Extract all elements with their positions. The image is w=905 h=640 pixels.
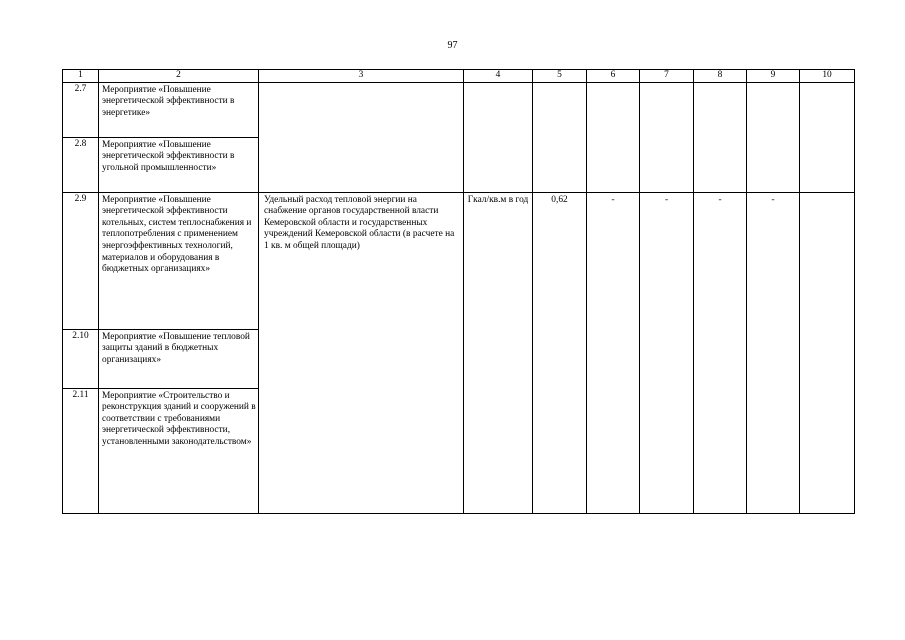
column-header: 1: [63, 70, 99, 83]
indicator-value-col7: -: [640, 192, 694, 513]
column-header: 4: [464, 70, 533, 83]
column-header: 2: [99, 70, 259, 83]
empty-cell: [533, 82, 587, 192]
empty-cell: [747, 82, 800, 192]
measure-name: Мероприятие «Повышение энергетической эффективности котельных, систем теплоснабжения и теплопотребления с применением энергоэффективных технологий, материалов и оборудования в бюджетных организациях»: [99, 192, 259, 329]
indicators-table: [62, 69, 855, 514]
page-number: 97: [447, 40, 458, 51]
indicator-text: Удельный расход тепловой энергии на снабжение органов государственной власти Кемеровской области и государственных учреждений Кемеровской области (в расчете на 1 кв. м общей площади): [259, 192, 464, 513]
column-header: 8: [694, 70, 747, 83]
empty-cell: [259, 82, 464, 192]
row-number: 2.8: [63, 137, 99, 192]
row-number: 2.9: [63, 192, 99, 329]
column-header: 5: [533, 70, 587, 83]
measure-name: Мероприятие «Строительство и реконструкция зданий и сооружений в соответствии с требованиями энергетической эффективности, установленными законодательством»: [99, 388, 259, 513]
column-header: 7: [640, 70, 694, 83]
column-number-header-row: [63, 70, 855, 83]
measure-name: Мероприятие «Повышение энергетической эффективности в энергетике»: [99, 82, 259, 137]
indicator-unit: Гкал/кв.м в год: [464, 192, 533, 513]
column-header: 9: [747, 70, 800, 83]
indicator-value-col8: -: [694, 192, 747, 513]
row-number: 2.10: [63, 329, 99, 388]
row-number: 2.11: [63, 388, 99, 513]
table-row: [63, 82, 855, 137]
indicator-value-col6: -: [587, 192, 640, 513]
column-header: 10: [800, 70, 855, 83]
column-header: 6: [587, 70, 640, 83]
column-header: 3: [259, 70, 464, 83]
row-number: 2.7: [63, 82, 99, 137]
indicator-value-col9: -: [747, 192, 800, 513]
empty-cell: [694, 82, 747, 192]
indicator-value-col10: [800, 192, 855, 513]
empty-cell: [587, 82, 640, 192]
measure-name: Мероприятие «Повышение энергетической эффективности в угольной промышленности»: [99, 137, 259, 192]
table-row: [63, 192, 855, 329]
empty-cell: [800, 82, 855, 192]
empty-cell: [640, 82, 694, 192]
measure-name: Мероприятие «Повышение тепловой защиты зданий в бюджетных организациях»: [99, 329, 259, 388]
empty-cell: [464, 82, 533, 192]
indicator-value-col5: 0,62: [533, 192, 587, 513]
